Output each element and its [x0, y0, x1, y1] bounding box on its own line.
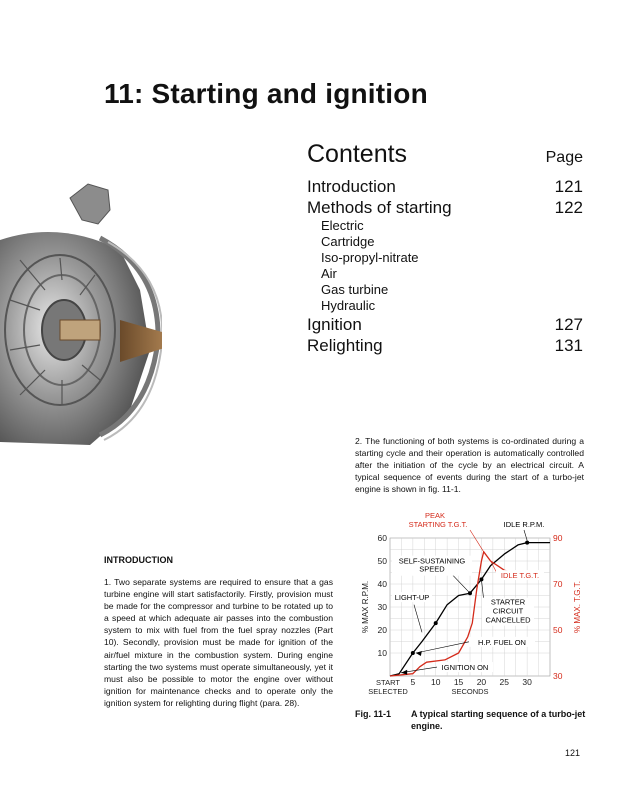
toc-sub-entry: Cartridge: [321, 234, 375, 249]
chapter-title: 11: Starting and ignition: [104, 78, 428, 109]
toc-entry-title: Methods of starting: [307, 198, 452, 217]
y-tick-label: 10: [377, 648, 387, 658]
x-start-label: START: [376, 678, 400, 687]
toc-sub-entry: Electric: [321, 218, 364, 233]
y-tick-label: 20: [377, 625, 387, 635]
toc-entry-page: 121: [554, 177, 583, 196]
event-marker: [434, 621, 438, 625]
y-right-tick-label: 70: [553, 579, 563, 589]
y-tick-label: 30: [377, 602, 387, 612]
section-heading: INTRODUCTION: [104, 555, 173, 565]
y-right-tick-label: 50: [553, 625, 563, 635]
starting-sequence-chart: [352, 508, 592, 700]
toc-entry[interactable]: [307, 314, 583, 335]
table-of-contents: [307, 176, 583, 356]
annotation-label: STARTER: [490, 597, 526, 607]
x-tick-label: 5: [410, 677, 416, 687]
page-number: 121: [565, 748, 581, 758]
page-column-label: Page: [545, 149, 583, 166]
figure-caption-text: A typical starting sequence of a turbo-jet engine.: [411, 709, 586, 731]
y-tick-label: 40: [377, 579, 387, 589]
toc-entry[interactable]: [307, 176, 583, 197]
annotation-label: SPEED: [419, 564, 445, 574]
toc-entry[interactable]: [307, 197, 583, 218]
x-tick-label: 25: [499, 677, 510, 687]
arrow-head: [416, 651, 422, 656]
y-tick-label: 60: [377, 533, 387, 543]
annotation-label: IDLE R.P.M.: [503, 520, 545, 529]
contents-heading: Contents: [307, 140, 408, 168]
figure-number: Fig. 11-1: [355, 709, 392, 719]
x-tick-label: 30: [522, 677, 532, 687]
paragraph-2: 2. The functioning of both systems is co-ordinated during a starting cycle and their operation is automatically controlled after the initiation of the cycle by an electrical circuit. A typical sequence of events during the start of a turbo-jet engine is shown in fig. 11-1.: [355, 436, 584, 495]
annotation-label: H.P. FUEL ON: [478, 637, 526, 647]
annotation-leader: [524, 530, 527, 541]
toc-entry-page: 127: [554, 315, 583, 334]
toc-entry-title: Introduction: [307, 177, 396, 196]
x-tick-label: 20: [476, 677, 487, 687]
annotation-label: IDLE T.G.T.: [500, 571, 540, 581]
y-tick-label: 50: [377, 556, 387, 566]
engine-cutaway-image: [0, 180, 162, 450]
annotation-label: CIRCUIT: [492, 606, 524, 616]
x-tick-label: 10: [430, 677, 441, 687]
y-axis-label: % MAX R.P.M.: [361, 580, 370, 634]
y-right-tick-label: 30: [553, 671, 563, 681]
x-axis-label: SECONDS: [451, 687, 489, 696]
toc-entry[interactable]: [307, 335, 583, 356]
toc-entry-page: 122: [554, 198, 583, 217]
x-tick-label: 15: [453, 677, 464, 687]
annotation-leader: [470, 530, 484, 552]
contents-header: [307, 140, 583, 169]
toc-sub-entry: Hydraulic: [321, 298, 376, 313]
y-right-tick-label: 90: [553, 533, 563, 543]
toc-sub-entry: Gas turbine: [321, 282, 389, 297]
event-marker: [525, 541, 529, 545]
toc-entry-title: Relighting: [307, 336, 383, 355]
annotation-label: PEAK: [424, 511, 446, 520]
toc-sub-entry: Iso-propyl-nitrate: [321, 250, 419, 265]
annotation-label: CANCELLED: [485, 615, 531, 625]
annotation-label: STARTING T.G.T.: [408, 520, 468, 529]
paragraph-1: 1. Two separate systems are required to ensure that a gas turbine engine will start satisfactorily. Firstly, provision must be made for the compressor and turbine to be rotated up to a speed at which adequate air passes into the combustion system to mix with fuel from the fuel spray nozzles (Part 10). Secondly, provision must be made for ignition of the air/fuel mixture in the combustion system. During engine starting the two systems must operate simultaneously, yet it must also be possible to motor the engine over without ignition for maintenance checks and to operate only the ignition system for relighting during flight (para. 28).: [104, 577, 333, 708]
event-marker: [411, 651, 415, 655]
toc-entry-title: Ignition: [307, 315, 362, 334]
toc-sub-entry: Air: [321, 266, 337, 281]
y-right-axis-label: % MAX. T.G.T.: [573, 581, 582, 633]
annotation-label: IGNITION ON: [441, 663, 489, 673]
toc-entry-page: 131: [554, 336, 583, 355]
x-start-label: SELECTED: [368, 687, 408, 696]
annotation-label: SELF-SUSTAINING: [398, 556, 466, 566]
annotation-label: LIGHT-UP: [394, 593, 430, 603]
